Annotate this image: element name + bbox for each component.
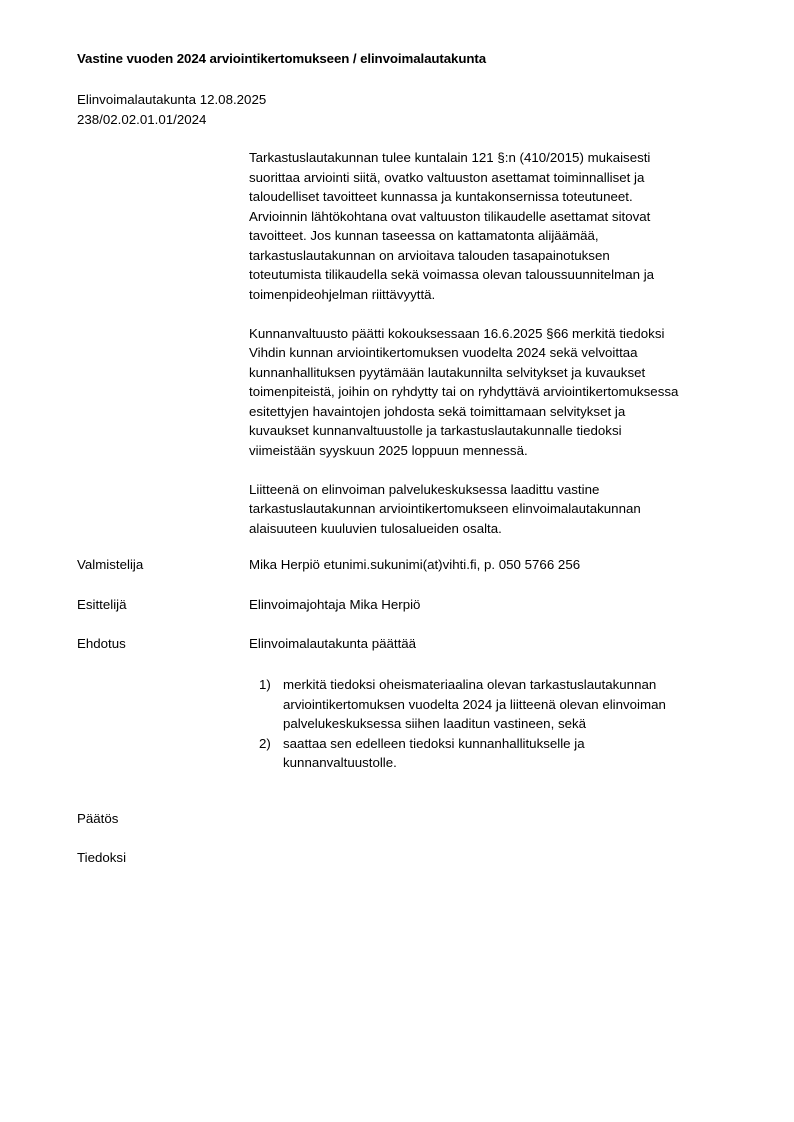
text-line: Arvioinnin lähtökohtana ovat valtuuston tilikaudelle asettamat sitovat: [249, 208, 651, 224]
list-item: [249, 675, 729, 734]
field-label: Päätös: [77, 811, 119, 826]
text-line: kunnanhallituksen pyytämään lautakunnilta selvitykset ja kuvaukset: [249, 364, 646, 380]
text-line: arviointikertomuksen vuodelta 2024 ja liitteenä olevan elinvoiman: [283, 696, 666, 712]
list-number: 1): [259, 677, 271, 692]
field-label: Esittelijä: [77, 597, 127, 612]
list-item: [249, 734, 729, 773]
text-line: Vihdin kunnan arviointikertomuksen vuodelta 2024 sekä velvoittaa: [249, 345, 638, 360]
text-line: Tarkastuslautakunnan tulee kuntalain 121 §:n (410/2015) mukaisesti: [249, 150, 651, 165]
text-line: esitettyjen havaintojen johdosta sekä toimittamaan selvitykset ja: [249, 403, 626, 419]
text-line: merkitä tiedoksi oheismateriaalina olevan tarkastuslautakunnan: [283, 677, 657, 692]
paragraph-legal-basis: [249, 148, 749, 304]
text-line: kuvaukset kunnanvaltuustolle ja tarkastuslautakunnalle tiedoksi: [249, 423, 622, 438]
text-line: toimenpideohjelman riittävyyttä.: [249, 286, 436, 302]
proposal-list: [249, 675, 729, 773]
text-line: tavoitteet. Jos kunnan taseessa on kattamatonta alijäämää,: [249, 228, 599, 243]
text-line: Liitteenä on elinvoiman palvelukeskuksessa laadittu vastine: [249, 481, 600, 497]
text-line: palvelukeskuksessa siihen laaditun vastineen, sekä: [283, 716, 587, 731]
field-value: Elinvoimajohtaja Mika Herpiö: [249, 597, 421, 612]
field-label: Ehdotus: [77, 636, 126, 651]
text-line: Kunnanvaltuusto päätti kokouksessaan 16.6.2025 §66 merkitä tiedoksi: [249, 325, 665, 341]
record-number: 238/02.02.01.01/2024: [77, 111, 207, 127]
text-line: alaisuuteen kuuluvien tulosalueiden osalta.: [249, 520, 502, 536]
field-label: Valmistelija: [77, 557, 144, 572]
text-line: toimenpiteistä, joihin on ryhdytty tai on ryhdyttävä arviointikertomuksessa: [249, 384, 679, 399]
paragraph-attachment: [249, 480, 749, 539]
field-value: Mika Herpiö etunimi.sukunimi(at)vihti.fi, p. 050 5766 256: [249, 557, 581, 572]
document-body: [249, 148, 749, 558]
text-line: kunnanvaltuustolle.: [283, 755, 397, 770]
text-line: viimeistään syyskuun 2025 loppuun mennessä.: [249, 442, 528, 458]
field-label: Tiedoksi: [77, 850, 127, 865]
text-line: saattaa sen edelleen tiedoksi kunnanhallitukselle ja: [283, 735, 585, 751]
meeting-info: [77, 90, 266, 129]
text-line: suorittaa arviointi siitä, ovatko valtuuston asettamat toiminnalliset ja: [249, 169, 645, 185]
paragraph-council-decision: [249, 324, 749, 461]
text-line: tarkastuslautakunnan arviointikertomukseen elinvoimalautakunnan: [249, 501, 641, 516]
meeting-date: Elinvoimalautakunta 12.08.2025: [77, 92, 267, 107]
text-line: toteutumista tilikaudella sekä voimassa olevan taloussuunnitelman ja: [249, 267, 655, 282]
text-line: tarkastuslautakunnan on arvioitava talouden tasapainotuksen: [249, 247, 610, 263]
text-line: taloudelliset tavoitteet kunnassa ja kuntakonsernissa toteutuneet.: [249, 189, 633, 204]
list-number: 2): [259, 735, 271, 751]
field-value: Elinvoimalautakunta päättää: [249, 636, 417, 651]
document-title: Vastine vuoden 2024 arviointikertomukseen / elinvoimalautakunta: [77, 51, 487, 66]
